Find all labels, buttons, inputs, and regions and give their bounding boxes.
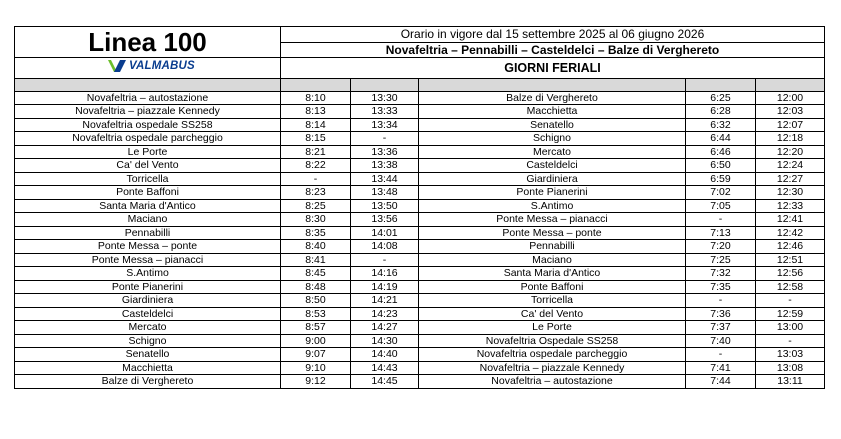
return-stop-name: Casteldelci bbox=[419, 159, 686, 173]
return-time-run-1: 7:35 bbox=[686, 280, 756, 294]
return-time-run-1: 7:32 bbox=[686, 267, 756, 281]
outbound-stop-name: Ponte Pianerini bbox=[15, 280, 281, 294]
outbound-time-run-1: 8:21 bbox=[281, 145, 351, 159]
outbound-stop-name: Ponte Baffoni bbox=[15, 186, 281, 200]
schedule-row bbox=[15, 186, 825, 200]
return-time-run-2: 12:30 bbox=[756, 186, 825, 200]
outbound-time-run-2: 14:45 bbox=[351, 375, 419, 389]
outbound-stop-name: Torricella bbox=[15, 172, 281, 186]
outbound-stop-name: Ponte Messa – pianacci bbox=[15, 253, 281, 267]
outbound-stop-name: Novafeltria ospedale parcheggio bbox=[15, 132, 281, 146]
outbound-time-run-1: 8:23 bbox=[281, 186, 351, 200]
schedule-row bbox=[15, 199, 825, 213]
return-time-run-1: 6:59 bbox=[686, 172, 756, 186]
return-time-run-2: 12:51 bbox=[756, 253, 825, 267]
return-time-run-2: 12:33 bbox=[756, 199, 825, 213]
schedule-row bbox=[15, 105, 825, 119]
schedule-row bbox=[15, 132, 825, 146]
outbound-time-run-1: 8:30 bbox=[281, 213, 351, 227]
outbound-stop-name: Novafeltria – autostazione bbox=[15, 91, 281, 105]
outbound-stop-name: Schigno bbox=[15, 334, 281, 348]
schedule-row bbox=[15, 267, 825, 281]
return-time-run-1: 7:20 bbox=[686, 240, 756, 254]
return-stop-name: Novafeltria ospedale parcheggio bbox=[419, 348, 686, 362]
outbound-stop-name: Senatello bbox=[15, 348, 281, 362]
valmabus-logo bbox=[107, 58, 195, 74]
outbound-time-run-1: 8:53 bbox=[281, 307, 351, 321]
return-time-run-2: 13:03 bbox=[756, 348, 825, 362]
return-stop-name: Santa Maria d'Antico bbox=[419, 267, 686, 281]
schedule-row bbox=[15, 307, 825, 321]
return-stop-name: Ca' del Vento bbox=[419, 307, 686, 321]
return-time-run-2: 12:07 bbox=[756, 118, 825, 132]
outbound-time-run-1: 8:15 bbox=[281, 132, 351, 146]
return-time-run-2: 12:42 bbox=[756, 226, 825, 240]
return-stop-name: Ponte Pianerini bbox=[419, 186, 686, 200]
return-stop-name: Novafeltria – autostazione bbox=[419, 375, 686, 389]
schedule-row bbox=[15, 294, 825, 308]
return-time-run-2: 12:20 bbox=[756, 145, 825, 159]
return-stop-name: Maciano bbox=[419, 253, 686, 267]
return-time-run-1: 7:37 bbox=[686, 321, 756, 335]
outbound-time-run-2: 13:50 bbox=[351, 199, 419, 213]
return-time-run-1: 7:41 bbox=[686, 361, 756, 375]
outbound-time-run-2: 13:34 bbox=[351, 118, 419, 132]
return-stop-name: Ponte Messa – pianacci bbox=[419, 213, 686, 227]
schedule-row bbox=[15, 375, 825, 389]
return-stop-name: Le Porte bbox=[419, 321, 686, 335]
day-type: GIORNI FERIALI bbox=[281, 58, 825, 79]
return-stop-name: Mercato bbox=[419, 145, 686, 159]
return-stop-name: Ponte Baffoni bbox=[419, 280, 686, 294]
return-time-run-2: 12:56 bbox=[756, 267, 825, 281]
return-time-run-1: 7:13 bbox=[686, 226, 756, 240]
timetable-sheet bbox=[14, 26, 824, 389]
return-stop-name: Novafeltria – piazzale Kennedy bbox=[419, 361, 686, 375]
schedule-row bbox=[15, 334, 825, 348]
outbound-time-run-2: 13:30 bbox=[351, 91, 419, 105]
outbound-stop-name: Macchietta bbox=[15, 361, 281, 375]
return-stop-name: Balze di Verghereto bbox=[419, 91, 686, 105]
outbound-time-run-1: 8:35 bbox=[281, 226, 351, 240]
return-time-run-2: 12:27 bbox=[756, 172, 825, 186]
schedule-row bbox=[15, 321, 825, 335]
outbound-time-run-2: 14:23 bbox=[351, 307, 419, 321]
outbound-time-run-1: 9:10 bbox=[281, 361, 351, 375]
return-time-run-1: 7:40 bbox=[686, 334, 756, 348]
outbound-stop-name: Novafeltria – piazzale Kennedy bbox=[15, 105, 281, 119]
outbound-time-run-1: 9:07 bbox=[281, 348, 351, 362]
schedule-row bbox=[15, 118, 825, 132]
outbound-time-run-1: - bbox=[281, 172, 351, 186]
return-time-run-1: 7:44 bbox=[686, 375, 756, 389]
schedule-table bbox=[14, 79, 825, 389]
return-time-run-2: 12:00 bbox=[756, 91, 825, 105]
return-stop-name: Macchietta bbox=[419, 105, 686, 119]
return-time-run-1: 6:46 bbox=[686, 145, 756, 159]
return-time-run-1: 6:32 bbox=[686, 118, 756, 132]
schedule-row bbox=[15, 159, 825, 173]
return-time-run-2: 13:11 bbox=[756, 375, 825, 389]
return-time-run-2: 12:41 bbox=[756, 213, 825, 227]
validity-period: Orario in vigore dal 15 settembre 2025 al 06 giugno 2026 bbox=[281, 27, 825, 43]
outbound-time-run-2: - bbox=[351, 253, 419, 267]
outbound-time-run-2: - bbox=[351, 132, 419, 146]
return-time-run-2: 13:00 bbox=[756, 321, 825, 335]
return-stop-name: S.Antimo bbox=[419, 199, 686, 213]
return-time-run-2: 12:03 bbox=[756, 105, 825, 119]
outbound-time-run-2: 14:19 bbox=[351, 280, 419, 294]
return-time-run-2: 13:08 bbox=[756, 361, 825, 375]
return-time-run-1: 6:44 bbox=[686, 132, 756, 146]
schedule-row bbox=[15, 91, 825, 105]
outbound-time-run-1: 8:41 bbox=[281, 253, 351, 267]
outbound-time-run-2: 14:21 bbox=[351, 294, 419, 308]
schedule-row bbox=[15, 240, 825, 254]
outbound-stop-name: Casteldelci bbox=[15, 307, 281, 321]
return-time-run-2: 12:24 bbox=[756, 159, 825, 173]
outbound-time-run-2: 13:33 bbox=[351, 105, 419, 119]
return-time-run-1: - bbox=[686, 348, 756, 362]
return-time-run-1: 6:28 bbox=[686, 105, 756, 119]
return-time-run-2: 12:58 bbox=[756, 280, 825, 294]
outbound-time-run-2: 14:01 bbox=[351, 226, 419, 240]
outbound-time-run-1: 8:48 bbox=[281, 280, 351, 294]
schedule-row bbox=[15, 145, 825, 159]
schedule-row bbox=[15, 253, 825, 267]
schedule-row bbox=[15, 280, 825, 294]
outbound-time-run-1: 8:45 bbox=[281, 267, 351, 281]
schedule-row bbox=[15, 226, 825, 240]
outbound-time-run-2: 14:40 bbox=[351, 348, 419, 362]
return-time-run-1: 6:50 bbox=[686, 159, 756, 173]
outbound-time-run-1: 8:40 bbox=[281, 240, 351, 254]
return-stop-name: Giardiniera bbox=[419, 172, 686, 186]
outbound-stop-name: Maciano bbox=[15, 213, 281, 227]
outbound-stop-name: S.Antimo bbox=[15, 267, 281, 281]
outbound-time-run-1: 8:14 bbox=[281, 118, 351, 132]
outbound-time-run-1: 8:57 bbox=[281, 321, 351, 335]
return-time-run-1: 7:05 bbox=[686, 199, 756, 213]
schedule-row bbox=[15, 172, 825, 186]
return-time-run-1: 6:25 bbox=[686, 91, 756, 105]
outbound-time-run-2: 14:43 bbox=[351, 361, 419, 375]
outbound-time-run-2: 13:48 bbox=[351, 186, 419, 200]
return-time-run-2: 12:59 bbox=[756, 307, 825, 321]
outbound-stop-name: Ca' del Vento bbox=[15, 159, 281, 173]
valmabus-logo-icon bbox=[107, 58, 127, 74]
route-description: Novafeltria – Pennabilli – Casteldelci – Balze di Verghereto bbox=[281, 42, 825, 58]
outbound-stop-name: Le Porte bbox=[15, 145, 281, 159]
outbound-time-run-1: 8:10 bbox=[281, 91, 351, 105]
outbound-time-run-2: 14:16 bbox=[351, 267, 419, 281]
outbound-time-run-1: 8:13 bbox=[281, 105, 351, 119]
return-stop-name: Pennabilli bbox=[419, 240, 686, 254]
outbound-stop-name: Giardiniera bbox=[15, 294, 281, 308]
return-time-run-1: 7:36 bbox=[686, 307, 756, 321]
outbound-time-run-2: 13:36 bbox=[351, 145, 419, 159]
outbound-time-run-1: 8:22 bbox=[281, 159, 351, 173]
return-time-run-2: - bbox=[756, 334, 825, 348]
schedule-row bbox=[15, 361, 825, 375]
outbound-stop-name: Mercato bbox=[15, 321, 281, 335]
schedule-row bbox=[15, 213, 825, 227]
return-time-run-1: - bbox=[686, 294, 756, 308]
outbound-stop-name: Balze di Verghereto bbox=[15, 375, 281, 389]
outbound-time-run-2: 14:30 bbox=[351, 334, 419, 348]
return-stop-name: Novafeltria Ospedale SS258 bbox=[419, 334, 686, 348]
outbound-time-run-1: 9:00 bbox=[281, 334, 351, 348]
outbound-time-run-2: 14:08 bbox=[351, 240, 419, 254]
timetable-header bbox=[14, 26, 825, 79]
outbound-stop-name: Novafeltria ospedale SS258 bbox=[15, 118, 281, 132]
line-title: Linea 100 bbox=[15, 27, 281, 58]
outbound-stop-name: Ponte Messa – ponte bbox=[15, 240, 281, 254]
return-stop-name: Ponte Messa – ponte bbox=[419, 226, 686, 240]
outbound-time-run-2: 13:38 bbox=[351, 159, 419, 173]
outbound-time-run-2: 13:56 bbox=[351, 213, 419, 227]
return-stop-name: Senatello bbox=[419, 118, 686, 132]
return-time-run-2: - bbox=[756, 294, 825, 308]
return-stop-name: Schigno bbox=[419, 132, 686, 146]
return-time-run-2: 12:18 bbox=[756, 132, 825, 146]
outbound-stop-name: Pennabilli bbox=[15, 226, 281, 240]
outbound-time-run-1: 8:25 bbox=[281, 199, 351, 213]
outbound-stop-name: Santa Maria d'Antico bbox=[15, 199, 281, 213]
gray-separator-row bbox=[15, 79, 825, 92]
outbound-time-run-1: 8:50 bbox=[281, 294, 351, 308]
return-time-run-1: 7:25 bbox=[686, 253, 756, 267]
logo-cell bbox=[15, 58, 281, 79]
schedule-row bbox=[15, 348, 825, 362]
return-stop-name: Torricella bbox=[419, 294, 686, 308]
logo-text: VALMABUS bbox=[129, 59, 195, 72]
outbound-time-run-2: 13:44 bbox=[351, 172, 419, 186]
return-time-run-1: - bbox=[686, 213, 756, 227]
outbound-time-run-1: 9:12 bbox=[281, 375, 351, 389]
return-time-run-2: 12:46 bbox=[756, 240, 825, 254]
return-time-run-1: 7:02 bbox=[686, 186, 756, 200]
outbound-time-run-2: 14:27 bbox=[351, 321, 419, 335]
